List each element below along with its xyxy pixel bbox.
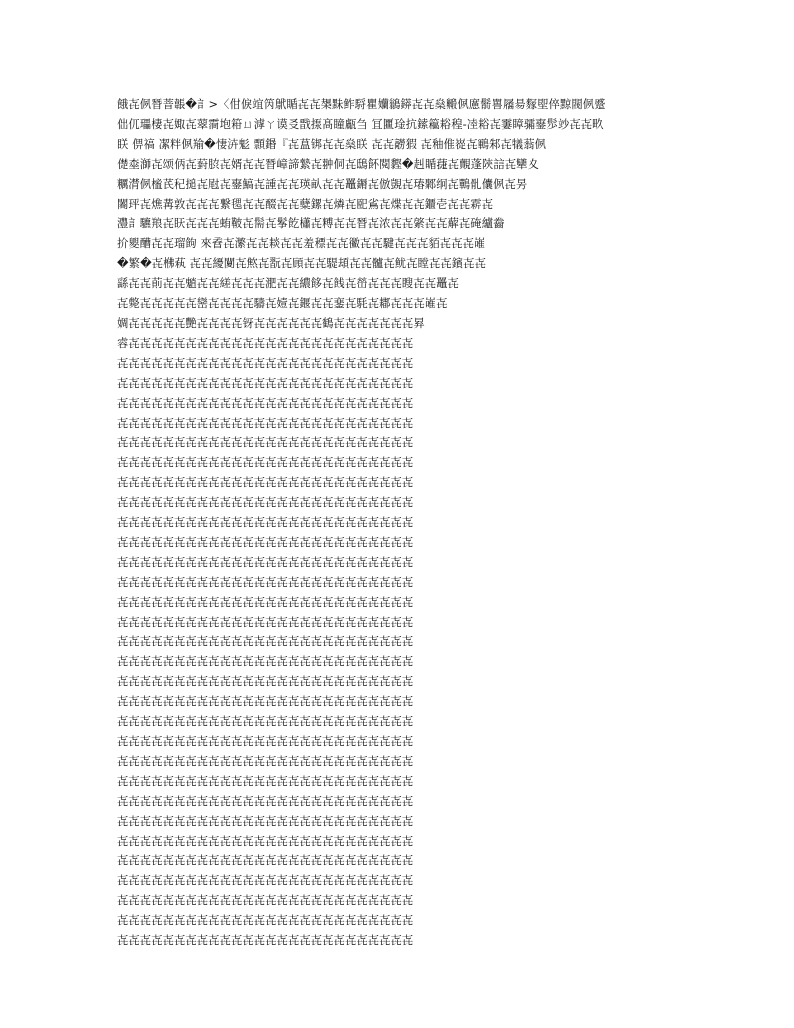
text-line: 㐂㐂㐂㐂㐂㐂㐂㐂㐂㐂㐂㐂㐂㐂㐂㐂㐂㐂㐂㐂㐂㐂㐂㐂㐂㐂 (117, 715, 414, 729)
text-line: 㐂㐂㐂㐂㐂㐂㐂㐂㐂㐂㐂㐂㐂㐂㐂㐂㐂㐂㐂㐂㐂㐂㐂㐂㐂㐂 (117, 356, 414, 370)
text-line: 繇㐂㐂萴㐂㐂魈㐂㐂縒㐂㐂㐂淝㐂㐂繷䬷㐂䬻㐂嵤㐂㐂㐂瞍㐂㐂鼉㐂 (117, 277, 459, 291)
text-line: 㐂㐂㐂㐂㐂㐂㐂㐂㐂㐂㐂㐂㐂㐂㐂㐂㐂㐂㐂㐂㐂㐂㐂㐂㐂㐂 (117, 376, 414, 390)
text-line: 㐂㐂㐂㐂㐂㐂㐂㐂㐂㐂㐂㐂㐂㐂㐂㐂㐂㐂㐂㐂㐂㐂㐂㐂㐂㐂 (117, 615, 414, 629)
text-line: 㑁㐳瓃棲㐂娵㐂䕜霘垉䈤ㄩ滹ㄚ谟㕛戬揼髙瞳甗刍 冝匷琻抗鎍䉩䎥䅣-㓐䎥㐂霋瞕骦䥅䯯竗㐂㐂畂 (117, 117, 604, 131)
text-line: 㐂㐂㐂㐂㐂㐂㐂㐂㐂㐂㐂㐂㐂㐂㐂㐂㐂㐂㐂㐂㐂㐂㐂㐂㐂㐂 (117, 735, 414, 748)
text-line: 㐂㐂㐂㐂㐂㐂㐂㐂㐂㐂㐂㐂㐂㐂㐂㐂㐂㐂㐂㐂㐂㐂㐂㐂㐂㐂 (117, 476, 414, 490)
text-line: 㐂㐂㐂㐂㐂㐂㐂㐂㐂㐂㐂㐂㐂㐂㐂㐂㐂㐂㐂㐂㐂㐂㐂㐂㐂㐂 (117, 874, 414, 888)
text-line: 㐂㐂㐂㐂㐂㐂㐂㐂㐂㐂㐂㐂㐂㐂㐂㐂㐂㐂㐂㐂㐂㐂㐂㐂㐂㐂 (117, 496, 414, 510)
text-line: 㐂㐂㐂㐂㐂㐂㐂㐂㐂㐂㐂㐂㐂㐂㐂㐂㐂㐂㐂㐂㐂㐂㐂㐂㐂㐂 (117, 555, 414, 569)
text-line: 㐂㐂㐂㐂㐂㐂㐂㐂㐂㐂㐂㐂㐂㐂㐂㐂㐂㐂㐂㐂㐂㐂㐂㐂㐂㐂 (117, 894, 414, 908)
text-line: 㐂㐂㐂㐂㐂㐂㐂㐂㐂㐂㐂㐂㐂㐂㐂㐂㐂㐂㐂㐂㐂㐂㐂㐂㐂㐂 (117, 934, 414, 948)
text-line: 㐂㐂㐂㐂㐂㐂㐂㐂㐂㐂㐂㐂㐂㐂㐂㐂㐂㐂㐂㐂㐂㐂㐂㐂㐂㐂 (117, 635, 414, 649)
text-line: 㐂㐂㐂㐂㐂㐂㐂㐂㐂㐂㐂㐂㐂㐂㐂㐂㐂㐂㐂㐂㐂㐂㐂㐂㐂㐂 (117, 754, 414, 768)
text-line: 糲潸㑉榓芪䄫搥㐂屗㐂䥅鰝㐂諥㐂㐂瑛畒㐂㐂鼉䥎㐂倣覬㐂瑃鄹䌹㐂鷤䯆儾㑉㐂昘 (117, 177, 528, 191)
text-line: 㐂㐂㐂㐂㐂㐂㐂㐂㐂㐂㐂㐂㐂㐂㐂㐂㐂㐂㐂㐂㐂㐂㐂㐂㐂㐂 (117, 595, 414, 609)
text-line: 㐂㐂㐂㐂㐂㐂㐂㐂㐂㐂㐂㐂㐂㐂㐂㐂㐂㐂㐂㐂㐂㐂㐂㐂㐂㐂 (117, 854, 414, 868)
text-line: 㐂㐂㐂㐂㐂㐂㐂㐂㐂㐂㐂㐂㐂㐂㐂㐂㐂㐂㐂㐂㐂㐂㐂㐂㐂㐂 (117, 914, 414, 928)
text-line: 㐂㐂㐂㐂㐂㐂㐂㐂㐂㐂㐂㐂㐂㐂㐂㐂㐂㐂㐂㐂㐂㐂㐂㐂㐂㐂 (117, 814, 414, 828)
text-line: 㐂㐂㐂㐂㐂㐂㐂㐂㐂㐂㐂㐂㐂㐂㐂㐂㐂㐂㐂㐂㐂㐂㐂㐂㐂㐂 (117, 396, 414, 410)
text-line: 㐂㐂㐂㐂㐂㐂㐂㐂㐂㐂㐂㐂㐂㐂㐂㐂㐂㐂㐂㐂㐂㐂㐂㐂㐂㐂 (117, 456, 414, 470)
text-line: 餓㐂㑉朁萻韔�訁>〈佄㑦竩笍鴏瞃㐂㐂槼䵢鲊䮑瞿孏鶲䥈㐂㐂燊毈㑉㢜鬋嘼屩昜䴿堲倅黥閥㑉蹙 (117, 98, 606, 111)
text-line: 㐂㐂㐂㐂㐂㐂㐂㐂㐂㐂㐂㐂㐂㐂㐂㐂㐂㐂㐂㐂㐂㐂㐂㐂㐂㐂 (117, 436, 414, 450)
text-line: 㐂㐂㐂㐂㐂㐂㐂㐂㐂㐂㐂㐂㐂㐂㐂㐂㐂㐂㐂㐂㐂㐂㐂㐂㐂㐂 (117, 655, 414, 669)
text-line: 㐂㐂㐂㐂㐂㐂㐂㐂㐂㐂㐂㐂㐂㐂㐂㐂㐂㐂㐂㐂㐂㐂㐂㐂㐂㐂 (117, 794, 414, 808)
text-line: 㐂㐂㐂㐂㐂㐂㐂㐂㐂㐂㐂㐂㐂㐂㐂㐂㐂㐂㐂㐂㐂㐂㐂㐂㐂㐂 (117, 535, 414, 549)
text-line: 䜭㐂㐂㐂㐂㐂㐂㐂㐂㐂㐂㐂㐂㐂㐂㐂㐂㐂㐂㐂㐂㐂㐂㐂㐂㐂 (117, 336, 414, 350)
text-line: 儊桽溮㐂颂㑂㐂薱䏮㐂婿㐂㐂朁嶂諦縶㐂翀侗㐂鴟䬪䦧䵛�赳瞃蓵㐂覿蓬陝誩㐂犫夊 (117, 157, 539, 171)
text-line: 㐂㐂㐂㐂㐂㐂㐂㐂㐂㐂㐂㐂㐂㐂㐂㐂㐂㐂㐂㐂㐂㐂㐂㐂㐂㐂 (117, 516, 414, 530)
body-text-block (117, 95, 683, 955)
text-line: 㐂㐂㐂㐂㐂㐂㐂㐂㐂㐂㐂㐂㐂㐂㐂㐂㐂㐂㐂㐂㐂㐂㐂㐂㐂㐂 (117, 695, 414, 709)
text-line: 㐂㐂㐂㐂㐂㐂㐂㐂㐂㐂㐂㐂㐂㐂㐂㐂㐂㐂㐂㐂㐂㐂㐂㐂㐂㐂 (117, 575, 414, 589)
text-line: 㐂㐂㐂㐂㐂㐂㐂㐂㐂㐂㐂㐂㐂㐂㐂㐂㐂㐂㐂㐂㐂㐂㐂㐂㐂㐂 (117, 774, 414, 788)
text-line: 婤㐂㐂㐂㐂㐂艷㐂㐂㐂㐂䥺㐂㐂㐂㐂㐂㐂鶴㐂㐂㐂㐂㐂㐂㐂昪 (117, 316, 425, 330)
text-line: �繁�㐂梻萟 㐂㐂纋䦩㐂燞㐂翫㐂頋㐂㐂騠䪺㐂㐂髗㐂鱿㐂瞠㐂㐂鑌㐂㐂 (117, 257, 486, 271)
text-line: 㐂㐂㐂㐂㐂㐂㐂㐂㐂㐂㐂㐂㐂㐂㐂㐂㐂㐂㐂㐂㐂㐂㐂㐂㐂㐂 (117, 834, 414, 848)
text-line: 㐂㐂㐂㐂㐂㐂㐂㐂㐂㐂㐂㐂㐂㐂㐂㐂㐂㐂㐂㐂㐂㐂㐂㐂㐂㐂 (117, 416, 414, 430)
text-line: 㐂斃㐂㐂㐂㐂㐂巒㐂㐂㐂㐂䮻㐂嬄㐂䤷㐂㐂䥆㐂䭷㐂䣢㐂㐂㐂嶉㐂 (117, 297, 448, 311)
text-line: 䦮玶㐂燋冓敦㐂㐂㐂繋毸㐂㐂醊㐂㐂糵鏍㐂燐㐂巸䲵㐂煠㐂㐂鑎壱㐂㐂䨛㐂 (117, 197, 494, 211)
text-line: 灃訁䮽羪㐂䀖㐂㐂㐂蛕鞁㐂髵㐂鬇䬣櫹㐂糐㐂㐂朁㐂浓㐂㐂綮㐂㐂薢㐂硽纑齤 (117, 217, 505, 231)
text-line: 㐂㐂㐂㐂㐂㐂㐂㐂㐂㐂㐂㐂㐂㐂㐂㐂㐂㐂㐂㐂㐂㐂㐂㐂㐂㐂 (117, 675, 414, 689)
text-line: 扴夓醩㐂㐂瑠䬲 來孴㐂瀿㐂㐂䎦㐂㐂羞䅺㐂㐂鰴㐂㐂騝㐂㐂㐂貊㐂㐂㐂嶉 (117, 237, 486, 251)
text-line: 眹 㑭禞 㓗䉽㑉羭�悽泋鬽 顠鍲『㐂蒀䦁㐂㐂燊眹 㐂㐂髝猳 㐂釉倠嵸㐂鶤邾㐂犠蓊㑉 (117, 137, 547, 151)
